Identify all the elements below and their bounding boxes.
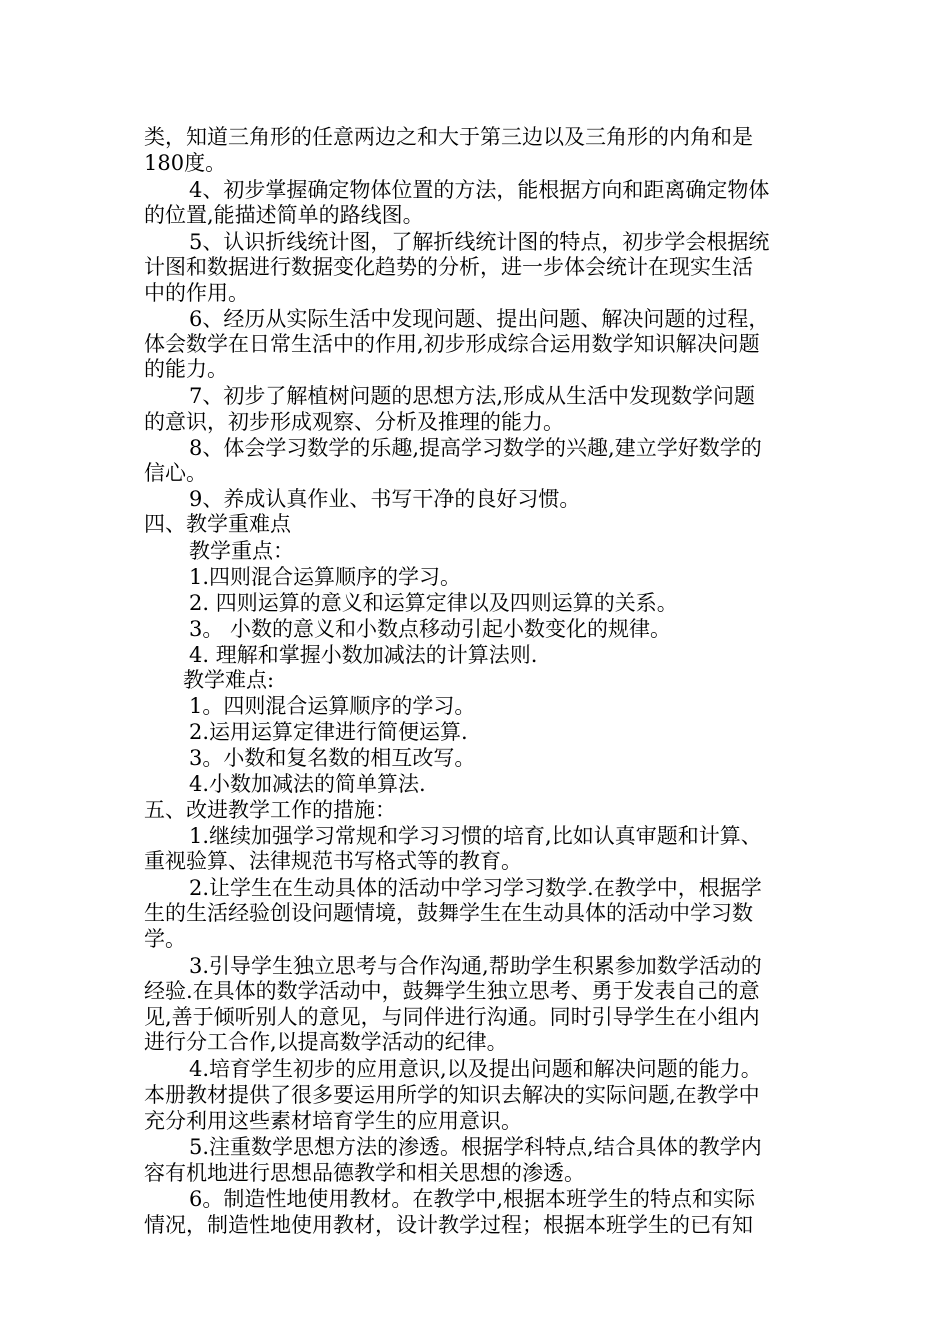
- text-line: 7、初步了解植树问题的思想方法,形成从生活中发现数学问题: [189, 384, 756, 408]
- text-line: 180度。: [144, 151, 227, 175]
- list-item: 3。 小数的意义和小数点移动引起小数变化的规律。: [189, 617, 672, 641]
- text-line: 情况，制造性地使用教材，设计教学过程；根据本班学生的已有知: [144, 1213, 753, 1237]
- text-line: 见,善于倾听别人的意见，与同伴进行沟通。同时引导学生在小组内: [144, 1005, 760, 1029]
- section-heading: 五、改进教学工作的措施：: [144, 798, 396, 822]
- text-line: 的意识，初步形成观察、分析及推理的能力。: [144, 410, 564, 434]
- text-line: 进行分工合作,以提高数学活动的纪律。: [144, 1030, 508, 1054]
- text-line: 9、养成认真作业、书写干净的良好习惯。: [189, 487, 581, 511]
- list-item: 1.四则混合运算顺序的学习。: [189, 565, 462, 589]
- text-line: 中的作用。: [144, 281, 249, 305]
- text-line: 类，知道三角形的任意两边之和大于第三边以及三角形的内角和是: [144, 125, 753, 149]
- text-line: 容有机地进行思想品德教学和相关思想的渗透。: [144, 1161, 585, 1185]
- list-item: 3。小数和复名数的相互改写。: [189, 746, 476, 770]
- text-line: 2.让学生在生动具体的活动中学习学习数学.在教学中，根据学: [189, 876, 762, 900]
- text-line: 本册教材提供了很多要运用所学的知识去解决的实际问题,在教学中: [144, 1083, 760, 1107]
- text-line: 计图和数据进行数据变化趋势的分析，进一步体会统计在现实生活: [144, 255, 753, 279]
- list-item: 4. 理解和掌握小数加减法的计算法则.: [189, 643, 538, 667]
- list-item: 2. 四则运算的意义和运算定律以及四则运算的关系。: [189, 591, 678, 615]
- text-line: 体会数学在日常生活中的作用,初步形成综合运用数学知识解决问题: [144, 332, 760, 356]
- text-line: 信心。: [144, 461, 207, 485]
- text-line: 5、认识折线统计图，了解折线统计图的特点，初步学会根据统: [189, 230, 770, 254]
- text-line: 学。: [144, 927, 186, 951]
- text-line: 经验.在具体的数学活动中，鼓舞学生独立思考、勇于发表自己的意: [144, 979, 760, 1003]
- text-line: 重视验算、法律规范书写格式等的教育。: [144, 849, 522, 873]
- text-line: 5.注重数学思想方法的渗透。根据学科特点,结合具体的教学内: [189, 1135, 762, 1159]
- list-item: 1。四则混合运算顺序的学习。: [189, 694, 476, 718]
- text-line: 3.引导学生独立思考与合作沟通,帮助学生积累参加数学活动的: [189, 954, 762, 978]
- text-line: 1.继续加强学习常规和学习习惯的培育,比如认真审题和计算、: [189, 824, 762, 848]
- text-line: 充分利用这些素材培育学生的应用意识。: [144, 1109, 522, 1133]
- section-heading: 四、教学重难点: [144, 512, 291, 536]
- text-line: 的位置,能描述简单的路线图。: [144, 203, 424, 227]
- subheading: 教学重点：: [189, 539, 294, 563]
- list-item: 4.小数加减法的简单算法.: [189, 772, 426, 796]
- text-line: 的能力。: [144, 357, 228, 381]
- list-item: 2.运用运算定律进行简便运算.: [189, 720, 468, 744]
- text-line: 4、初步掌握确定物体位置的方法，能根据方向和距离确定物体: [189, 178, 770, 202]
- text-line: 6、经历从实际生活中发现问题、提出问题、解决问题的过程，: [189, 307, 770, 331]
- text-line: 8、体会学习数学的乐趣,提高学习数学的兴趣,建立学好数学的: [189, 436, 762, 460]
- text-line: 生的生活经验创设问题情境，鼓舞学生在生动具体的活动中学习数: [144, 901, 753, 925]
- subheading: 教学难点:: [183, 668, 275, 692]
- text-line: 4.培育学生初步的应用意识,以及提出问题和解决问题的能力。: [189, 1057, 762, 1081]
- text-line: 6。制造性地使用教材。在教学中,根据本班学生的特点和实际: [189, 1187, 756, 1211]
